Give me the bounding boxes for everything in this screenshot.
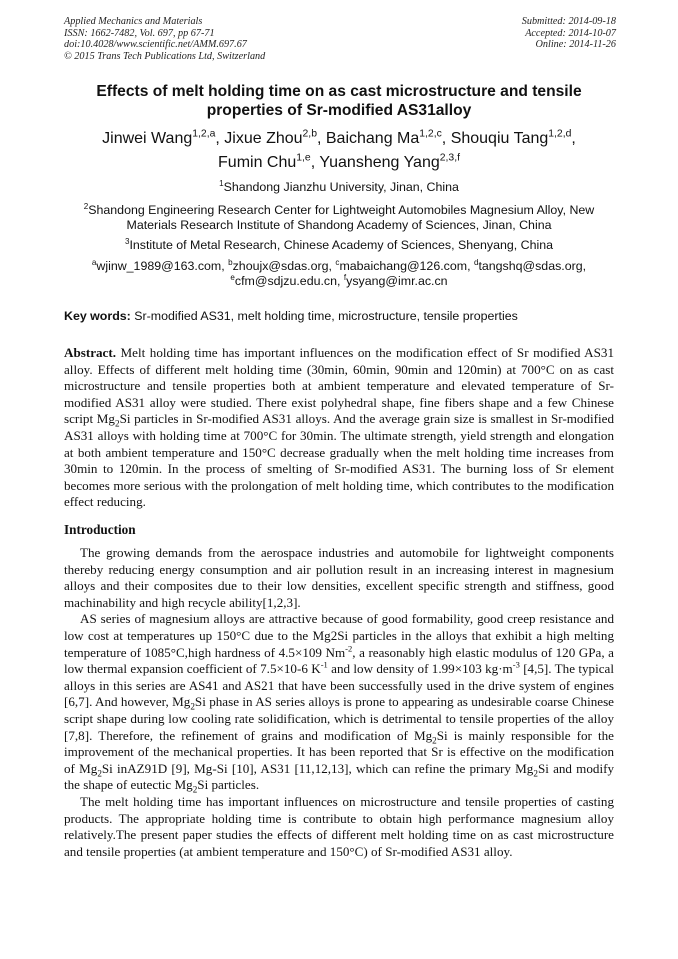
keywords — [64, 309, 619, 324]
affiliation-1: $^1$Shandong Jianzhu University, Jinan, China — [219, 178, 459, 194]
email-list — [60, 259, 618, 289]
email[interactable]: $^a$wjinw_1989@163.com, — [91, 257, 229, 273]
doi: doi:10.4028/www.scientific.net/AMM.697.67 — [64, 39, 247, 51]
paragraph: The growing demands from the aerospace industries and automobile for lightweight components thereby reducing energy consumption and air pollution result in an increasing interest in magnesium alloys and their composites due to their low densities, excellent specific strength and stiffness, good machinability and high recycle ability[1,2,3]. — [64, 545, 614, 610]
paragraph: The melt holding time has important influences on microstructure and tensile properties of casting products. The appropriate holding time is contribute to obtain high performance magnesium alloy relatively.The present paper studies the effects of different melt holding time on as cast microstructure and tensile properties (at ambient temperature and 150°C) of Sr-modified AS31 alloy. — [64, 793, 614, 859]
author-list — [60, 127, 618, 175]
abstract-label: Abstract. — [64, 345, 116, 360]
dates-header — [522, 16, 616, 51]
paragraph: AS series of magnesium alloys are attractive because of good formability, good creep resistance and low cost at temperatures up 150°C due to the Mg2Si particles in the alloys that exhibit a high melting temperature of 1085°C,high hardness of 4.5×109 $Nm^{-2}$, a reasonably high elastic modulus of 120 GPa, a low thermal expansion coefficient of 7.5×10-6 $K^{-1}$ and low density of 1.99×103 $kg\cdot m^{-3}$ [4,5]. The typical alloys in this series are AS41 and AS21 that have been successfully used in the drive system of engines [6,7]. And however, $Mg_2Si$ phase in AS series alloys is prone to appearing as undesirable coarse Chinese script shape during low cooling rate solidification, which is detrimental to tensile properties of the alloy [7,8]. Therefore, the refinement of grains and modification of $Mg_2Si$ is mainly responsible for the improvement of the mechanical properties. It has been reported that Sr is effective on the modification of $Mg_2Si$ inAZ91D [9], Mg-Si [10], AS31 [11,12,13], which can refine the primary $Mg_2Si$ and modify the shape of eutectic $Mg_2Si$ particles. — [64, 611, 615, 795]
email[interactable]: $^b$zhoujx@sdas.org, — [228, 257, 336, 273]
author: Jixue Zhou$^{2,b}$, — [224, 128, 326, 147]
paper-title: Effects of melt holding time on as cast microstructure and tensile properties of Sr-modified AS31alloy — [96, 83, 582, 119]
copyright: © 2015 Trans Tech Publications Ltd, Switzerland — [64, 50, 266, 62]
journal-name: Applied Mechanics and Materials — [64, 16, 203, 27]
abstract: Abstract. Melt holding time has important influences on the modification effect of Sr modified AS31 alloy. Effects of different melt holding time (30min, 60min, 90min and 120min) at 700°C on as cast microstructure and tensile properties both at ambient temperature and elevated temperature of Sr-modified AS31 alloy were studied. There exist polyhedral shape, fine fibers shape and a few Chinese script $Mg_2Si$ particles in Sr-modified AS31 alloys. And the average grain size is smallest in Sr-modified AS31 alloys with holding time at 700°C for 30min. The ultimate strength, yield strength and elongation at both ambient temperature and 150°C decrease gradually when the melt holding time increases from 30min to 120min. In the process of smelting of Sr-modified AS31. The burning loss of Sr element becomes more serious with the prolongation of melt holding time, which contributes to the modification effect reducing. — [64, 345, 614, 510]
accepted-date: Accepted: 2014-10-07 — [525, 27, 616, 39]
email[interactable]: $^d$tangshq@sdas.org, — [473, 257, 587, 273]
email[interactable]: $^e$cfm@sdjzu.edu.cn, — [230, 272, 344, 288]
author: Fumin Chu$^{1,e}$, — [218, 152, 320, 171]
author: Baichang Ma$^{1,2,c}$, — [325, 128, 451, 147]
introduction-body — [64, 545, 614, 860]
online-date: Online: 2014-11-26 — [535, 39, 616, 51]
email[interactable]: $^f$ysyang@imr.ac.cn — [343, 272, 448, 288]
keywords-text: Sr-modified AS31, melt holding time, microstructure, tensile properties — [134, 309, 518, 323]
author: Shouqiu Tang$^{1,2,d}$, — [450, 128, 576, 147]
author: Yuansheng Yang$^{2,3,f}$ — [319, 152, 460, 171]
author: Jinwei Wang$^{1,2,a}$, — [102, 128, 225, 147]
affiliation-3: $^3$Institute of Metal Research, Chinese Academy of Sciences, Shenyang, China — [124, 236, 554, 252]
issn: ISSN: 1662-7482, Vol. 697, pp 67-71 — [64, 27, 215, 39]
section-heading-introduction: Introduction — [64, 522, 136, 537]
submitted-date: Submitted: 2014-09-18 — [521, 16, 616, 27]
keywords-label: Key words: — [64, 309, 131, 323]
email[interactable]: $^c$mabaichang@126.com, — [335, 257, 474, 273]
journal-header — [64, 16, 265, 62]
affiliation-2: $^2$Shandong Engineering Research Center for Lightweight Automobiles Magnesium Alloy, New Materials Research Institute of Shandong Academy of Sciences, Jinan, China — [83, 201, 595, 232]
